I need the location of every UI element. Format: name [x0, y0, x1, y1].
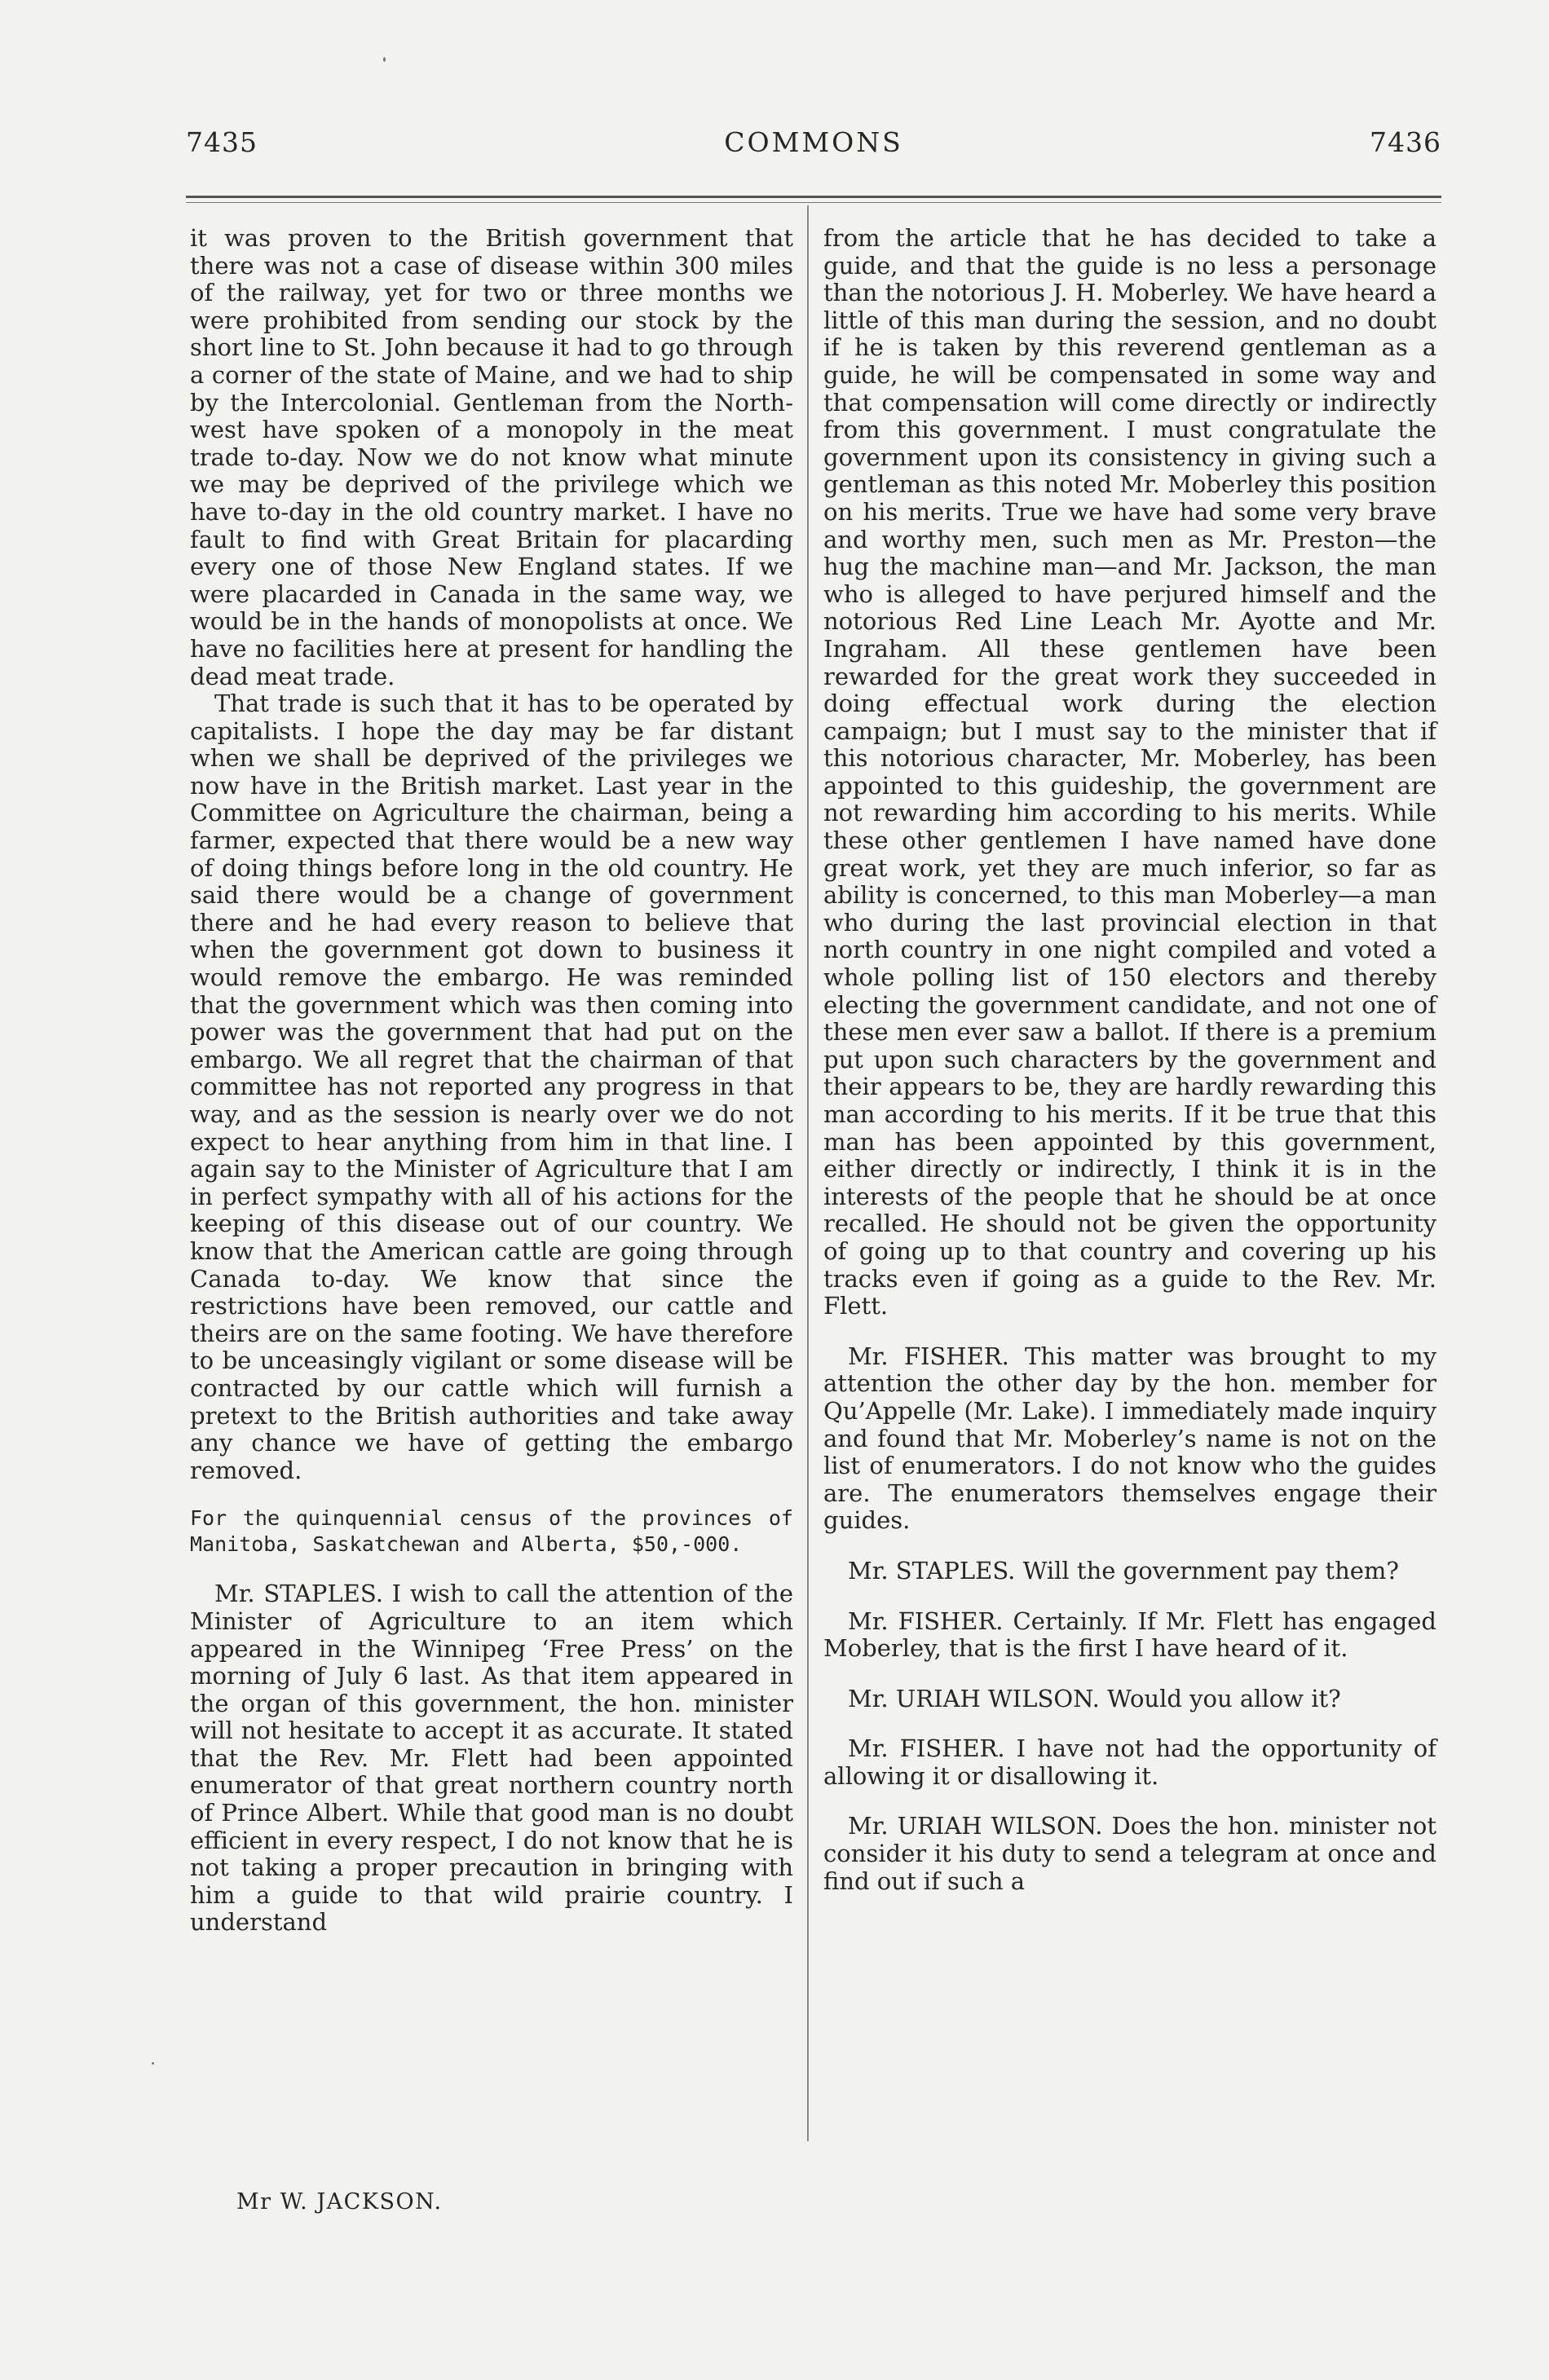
paragraph: Mr. FISHER. Certainly. If Mr. Flett has engaged Moberley, that is the first I have heard of it. [823, 1606, 1436, 1663]
header-rule-thick [186, 196, 1441, 198]
estimate-item: For the quinquennial census of the provinces of Manitoba, Saskatchewan and Alberta, $50,-000. [190, 1506, 793, 1557]
header-rule-thin [186, 202, 1441, 203]
column-divider [807, 205, 809, 2141]
running-head-title: COMMONS [724, 126, 903, 158]
paper-speck [383, 57, 386, 62]
right-column [823, 225, 1436, 1895]
paragraph: Mr. FISHER. I have not had the opportunity of allowing it or disallowing it. [823, 1734, 1436, 1790]
paragraph: Mr. URIAH WILSON. Would you allow it? [848, 1684, 1341, 1712]
left-column [190, 225, 793, 1937]
paragraph: Mr. FISHER. This matter was brought to my attention the other day by the hon. member for Qu’Appelle (Mr. Lake). I immediately made inquiry and found that Mr. Moberley’s name is not on the list of enumerators. I do not know who the guides are. The enumerators themselves engage their guides. [823, 1342, 1436, 1535]
catchword: Mr W. JACKSON. [236, 2189, 443, 2215]
page-number-right: 7436 [1370, 126, 1441, 158]
paragraph: from the article that he has decided to take a guide, and that the guide is no less a personage than the notorious J. H. Moberley. We have heard a little of this man during the session, and no doubt if he is taken by this reverend gentleman as a guide, he will be compensated in some way and that compensation will come directly or indirectly from this government. I must congratulate the government upon its consistency in giving such a gentleman as this noted Mr. Moberley this position on his merits. True we have had some very brave and worthy men, such men as Mr. Preston—the hug the machine man—and Mr. Jackson, the man who is alleged to have perjured himself and the notorious Red Line Leach Mr. Ayotte and Mr. Ingraham. All these gentlemen have been rewarded for the great work they succeeded in doing effectual work during the election campaign; but I must say to the minister that if this notorious character, Mr. Moberley, has been appointed to this guideship, the government are not rewarding him according to his merits. While these other gentlemen I have named have done great work, yet they are much inferior, so far as ability is concerned, to this man Moberley—a man who during the last provincial election in that north country in one night compiled and voted a whole polling list of 150 electors and thereby electing the government candidate, and not one of these men ever saw a ballot. If there is a premium put upon such characters by the government and their appears to be, they are hardly rewarding this man according to his merits. If it be true that this man has been appointed by this government, either directly or indirectly, I think it is in the interests of the people that he should be at once recalled. He should not be given the opportunity of going up to that country and covering up his tracks even if going as a guide to the Rev. Mr. Flett. [823, 224, 1436, 1320]
paper-speck [152, 2062, 154, 2065]
paragraph: Mr. URIAH WILSON. Does the hon. minister not consider it his duty to send a telegram at once and find out if such a [823, 1812, 1436, 1895]
paragraph: it was proven to the British government that there was not a case of disease within 300 miles of the railway, yet for two or three months we were prohibited from sending our stock by the short line to St. John because it had to go through a corner of the state of Maine, and we had to ship by the Intercolonial. Gentleman from the North-west have spoken of a monopoly in the meat trade to-day. Now we do not know what minute we may be deprived of the privilege which we have to-day in the old country market. I have no fault to find with Great Britain for placarding every one of those New England states. If we were placarded in Canada in the same way, we would be in the hands of monopolists at once. We have no facilities here at present for handling the dead meat trade. [190, 224, 793, 690]
paragraph: That trade is such that it has to be operated by capitalists. I hope the day may be far distant when we shall be deprived of the privileges we now have in the British market. Last year in the Committee on Agriculture the chairman, being a farmer, expected that there would be a new way of doing things before long in the old country. He said there would be a change of government there and he had every reason to believe that when the government got down to business it would remove the embargo. He was reminded that the government which was then coming into power was the government that had put on the embargo. We all regret that the chairman of that committee has not reported any progress in that way, and as the session is nearly over we do not expect to hear anything from him in that line. I again say to the Minister of Agriculture that I am in perfect sympathy with all of his actions for the keeping of this disease out of our country. We know that the American cattle are going through Canada to-day. We know that since the restrictions have been removed, our cattle and theirs are on the same footing. We have therefore to be unceasingly vigilant or some disease will be contracted by our cattle which will furnish a pretext to the British authorities and take away any chance we have of getting the embargo removed. [190, 690, 793, 1484]
page-number-left: 7435 [186, 126, 258, 158]
page-header [186, 126, 1441, 169]
paragraph: Mr. STAPLES. I wish to call the attention of the Minister of Agriculture to an item which appeared in the Winnipeg ‘Free Press’ on the morning of July 6 last. As that item appeared in the organ of this government, the hon. minister will not hesitate to accept it as accurate. It stated that the Rev. Mr. Flett had been appointed enumerator of that great northern country north of Prince Albert. While that good man is no doubt efficient in every respect, I do not know that he is not taking a proper precaution in bringing with him a guide to that wild prairie country. I understand [190, 1580, 793, 1937]
paragraph: Mr. STAPLES. Will the government pay them? [848, 1556, 1399, 1584]
